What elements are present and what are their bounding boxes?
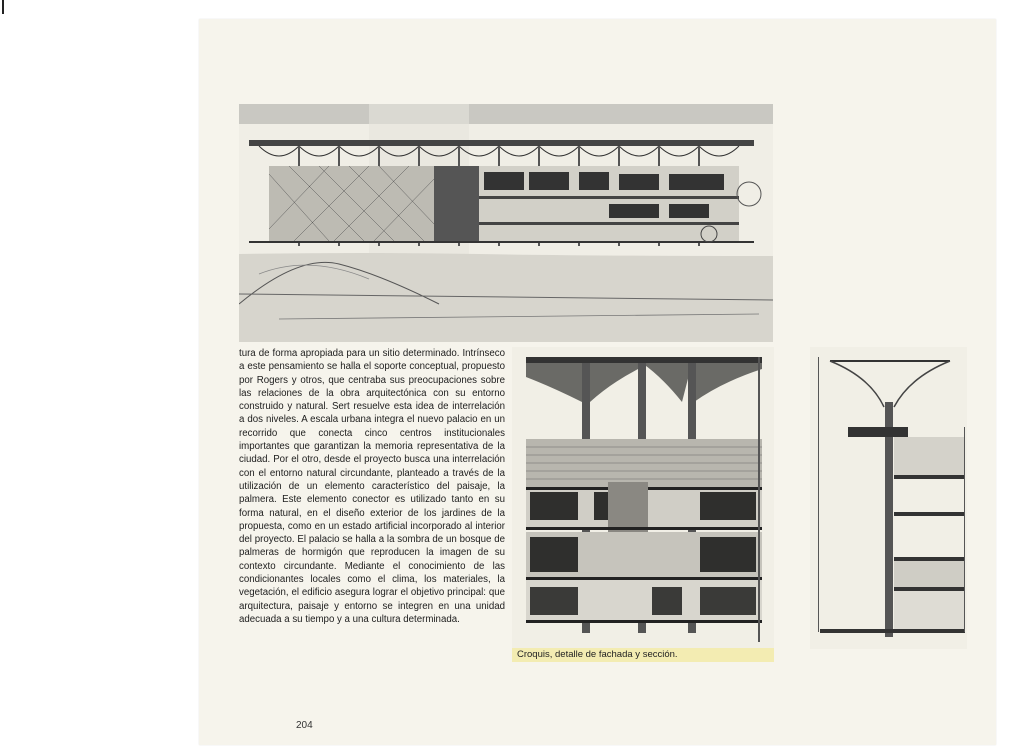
body-paragraph: tura de forma apropiada para un sitio determinado. Intrínseco a este pensamiento se halla el soporte conceptual, propuesto por Rogers y otros, que centraba sus preocupaciones sobre las relaciones de la obra arquitectónica con su entorno construido y natural. Sert resuelve esta idea de interrelación a dos niveles. A escala urbana integra el nuevo palacio en un recorrido que conecta cinco centros institucionales importantes que garantizan la memoria representativa de la ciudad. Por el otro, desde el proyecto busca una interrelación con el entorno natural circundante, planteado a través de la utilización de un elemento característico del paisaje, la palmera. Este elemento conector es utilizado tanto en su forma natural, en el diseño exterior de los jardines de la propuesta, como en un estado artificial incorporado al interior del proyecto. El palacio se halla a la sombra de un bosque de palmeras de hormigón que reproducen la imagen de su contexto circundante. Mediante el conocimiento de las condicionantes locales como el clima, los materiales, la vegetación, el edificio asegura lograr el objetivo principal: que arquitectura, paisaje y entorno se integren en una unidad adecuada a su tiempo y a una cultura determinada. bbox=[239, 348, 505, 625]
section-drawing bbox=[810, 347, 967, 649]
scan-corner-mark bbox=[2, 0, 4, 14]
palace-sketch-image bbox=[239, 104, 773, 342]
page-number: 204 bbox=[296, 720, 313, 731]
figure-caption: Croquis, detalle de fachada y sección. bbox=[512, 648, 774, 662]
facade-detail-drawing bbox=[512, 347, 774, 649]
